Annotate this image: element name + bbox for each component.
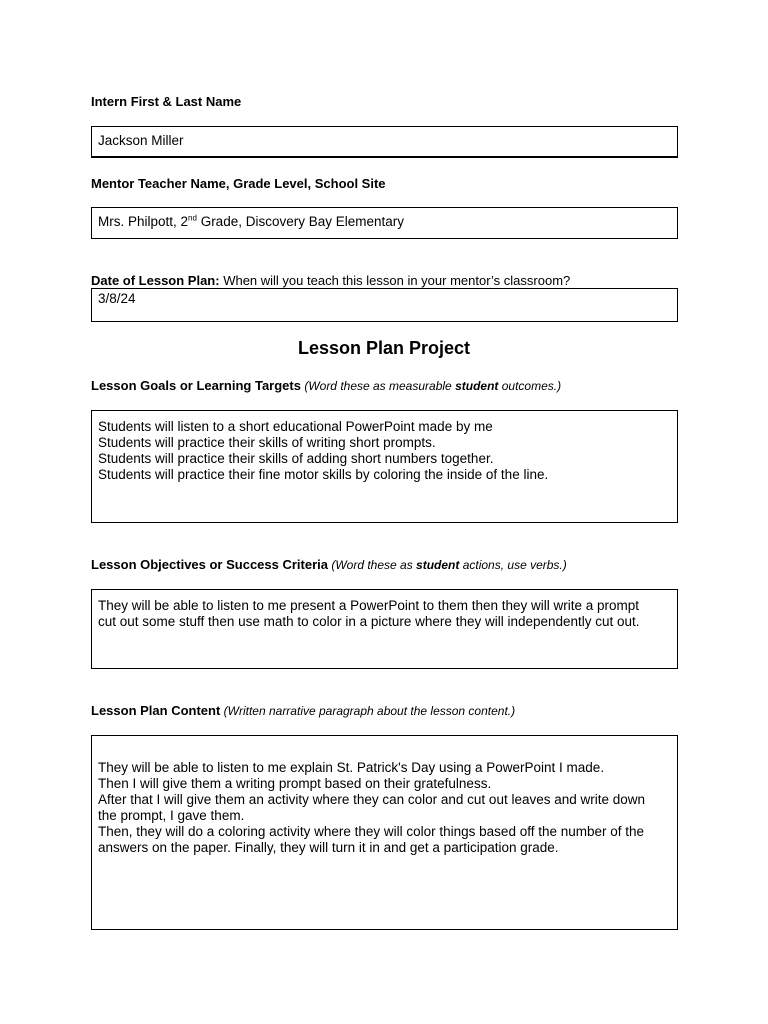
content-line: They will be able to listen to me explain St. Patrick's Day using a PowerPoint I made. [98,760,605,775]
date-field[interactable] [91,288,678,322]
intern-name-field[interactable] [91,126,678,158]
goals-line: Students will practice their fine motor skills by coloring the inside of the line. [98,467,549,482]
intern-name-label: Intern First & Last Name [91,94,242,109]
objectives-field[interactable] [91,589,678,669]
objectives-line: They will be able to listen to me present a PowerPoint to them then they will write a prompt [98,598,640,613]
intern-name-value: Jackson Miller [98,133,184,148]
page-title: Lesson Plan Project [297,338,471,358]
goals-field[interactable] [91,410,678,523]
content-line: the prompt, I gave them. [98,808,245,823]
content-line: answers on the paper. Finally, they will turn it in and get a participation grade. [98,840,559,855]
goals-line: Students will practice their skills of writing short prompts. [98,435,436,450]
content-line: After that I will give them an activity where they can color and cut out leaves and write down [98,792,646,807]
objectives-line: cut out some stuff then use math to color in a picture where they will independently cut out. [98,614,640,629]
date-label: Date of Lesson Plan: When will you teach this lesson in your mentor’s classroom? [91,273,571,288]
mentor-value: Mrs. Philpott, 2nd Grade, Discovery Bay Elementary [98,213,405,229]
objectives-label: Lesson Objectives or Success Criteria (Word these as student actions, use verbs.) [91,557,567,572]
goals-line: Students will practice their skills of adding short numbers together. [98,451,494,466]
content-field[interactable] [91,735,678,930]
date-value: 3/8/24 [98,291,136,306]
content-line: Then I will give them a writing prompt based on their gratefulness. [98,776,492,791]
content-line: Then, they will do a coloring activity where they will color things based off the number of the [98,824,645,839]
mentor-label: Mentor Teacher Name, Grade Level, School Site [91,176,386,191]
goals-line: Students will listen to a short educational PowerPoint made by me [98,419,493,434]
content-label: Lesson Plan Content (Written narrative paragraph about the lesson content.) [91,703,516,718]
goals-label: Lesson Goals or Learning Targets (Word these as measurable student outcomes.) [91,378,562,393]
mentor-field[interactable] [91,207,678,239]
